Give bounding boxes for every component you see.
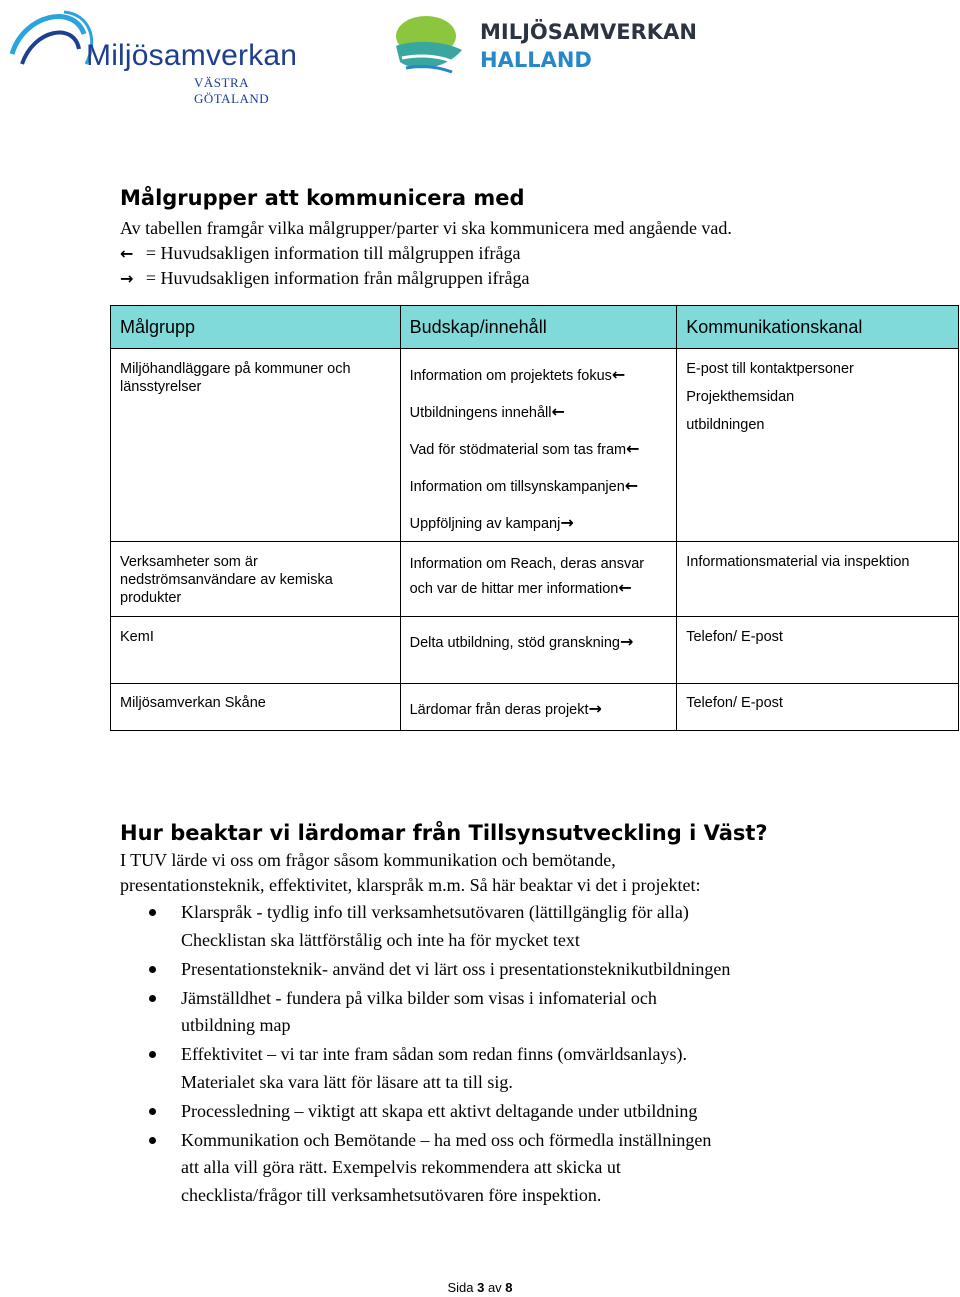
- channel-line: Informationsmaterial via inspektion: [686, 554, 910, 570]
- table-cell-target: [111, 617, 401, 684]
- table-cell-content: Delta utbildning, stöd granskning→: [400, 617, 677, 684]
- section-intro: Av tabellen framgår vilka målgrupper/parter vi ska kommunicera med angående vad.: [120, 218, 732, 238]
- table-cell-content: [400, 349, 677, 542]
- table-row: [111, 617, 959, 684]
- arrow-right-icon: →: [120, 269, 134, 288]
- arrow-left-icon: ←: [611, 365, 626, 384]
- legend-text: = Huvudsakligen information till målgruppen ifråga: [145, 243, 521, 263]
- bullet-icon: [149, 1051, 156, 1058]
- arrow-left-icon: ←: [626, 439, 640, 458]
- content-line: Information om projektets fokus←: [409, 365, 626, 384]
- table-cell-channel: [677, 542, 959, 617]
- bullet-icon: [149, 995, 156, 1002]
- list-item: Processledning – viktigt att skapa ett aktivt deltagande under utbildning: [120, 1098, 840, 1126]
- cell-text: KemI: [120, 629, 154, 645]
- cell-text: Miljöhandläggare på kommuner och länsstyrelser: [120, 361, 351, 395]
- legend-text: = Huvudsakligen information från målgruppen ifråga: [145, 268, 530, 288]
- channel-line: Telefon/ E-post: [686, 629, 783, 645]
- list-item: Effektivitet – vi tar inte fram sådan som redan finns (omvärldsanlays). Materialet ska vara lätt för läsare att ta till sig.: [120, 1041, 840, 1096]
- arrow-left-icon: ←: [624, 476, 639, 495]
- content-line: Vad för stödmaterial som tas fram←: [409, 439, 640, 458]
- logo-miljosamverkan-vastra-gotaland: [4, 4, 324, 106]
- list-item: Jämställdhet - fundera på vilka bilder som visas i infomaterial och utbildning map: [120, 985, 840, 1040]
- logo-region: HALLAND: [480, 48, 592, 72]
- lessons-list: [120, 899, 840, 1211]
- logo-region: VÄSTRA GÖTALAND: [194, 75, 270, 106]
- channel-line: Telefon/ E-post: [686, 695, 783, 711]
- content-line: Uppföljning av kampanj→: [409, 513, 574, 532]
- column-header: Budskap/innehåll: [400, 306, 677, 349]
- table-cell-channel: [677, 349, 959, 542]
- arrow-left-icon: ←: [618, 578, 632, 597]
- cell-text: Miljösamverkan Skåne: [120, 695, 266, 711]
- table-cell-channel: [677, 684, 959, 731]
- logo-miljosamverkan-halland: [392, 10, 702, 84]
- table-cell-target: [111, 349, 401, 542]
- bullet-icon: [149, 1137, 156, 1144]
- table-row: [111, 684, 959, 731]
- arrow-right-icon: →: [619, 632, 634, 651]
- legend-item-from: [120, 266, 529, 291]
- content-line: Information om tillsynskampanjen←: [409, 476, 639, 495]
- table-cell-target: [111, 542, 401, 617]
- bullet-icon: [149, 966, 156, 973]
- list-item: Presentationsteknik- använd det vi lärt oss i presentationsteknikutbildningen: [120, 956, 840, 984]
- logo-name: Miljösamverkan: [86, 39, 298, 72]
- arrow-left-icon: ←: [120, 244, 134, 263]
- table-row: [111, 542, 959, 617]
- arrow-right-icon: →: [560, 513, 574, 532]
- list-item: Klarspråk - tydlig info till verksamhetsutövaren (lättillgänglig för alla) Checklistan ska lättförstålig och inte ha för mycket text: [120, 899, 840, 954]
- legend-item-to: [120, 241, 520, 266]
- table-cell-content: Lärdomar från deras projekt→: [400, 684, 677, 731]
- column-header: Kommunikationskanal: [677, 306, 959, 349]
- target-group-table: [110, 305, 959, 731]
- bullet-icon: [149, 1108, 156, 1115]
- channel-line: E-post till kontaktpersoner: [686, 361, 854, 377]
- list-item: Kommunikation och Bemötande – ha med oss och förmedla inställningen att alla vill göra rätt. Exempelvis rekommendera att skicka ut checklista/frågor till verksamhetsutövaren före inspektion.: [120, 1127, 840, 1210]
- table-cell-content: Information om Reach, deras ansvar och var de hittar mer information←: [400, 542, 677, 617]
- section-intro-line: I TUV lärde vi oss om frågor såsom kommunikation och bemötande,: [120, 850, 616, 870]
- cell-text: Verksamheter som är nedströmsanvändare av kemiska produkter: [120, 554, 333, 606]
- arrow-right-icon: →: [588, 699, 602, 718]
- channel-line: Projekthemsidan: [686, 389, 795, 405]
- content-line: Utbildningens innehåll←: [409, 402, 565, 421]
- table-cell-channel: [677, 617, 959, 684]
- table-cell-target: [111, 684, 401, 731]
- table-header-row: [111, 306, 959, 349]
- table-row: [111, 349, 959, 542]
- bullet-icon: [149, 909, 156, 916]
- column-header: Målgrupp: [111, 306, 401, 349]
- arrow-left-icon: ←: [551, 402, 565, 421]
- section-heading-target-groups: Målgrupper att kommunicera med: [120, 186, 525, 210]
- section-heading-lessons: Hur beaktar vi lärdomar från Tillsynsutveckling i Väst?: [120, 821, 768, 845]
- logo-name: MILJÖSAMVERKAN: [480, 20, 697, 44]
- channel-line: utbildningen: [686, 417, 765, 433]
- page-number: Sida 3 av 8: [447, 1280, 513, 1295]
- section-intro-line: presentationsteknik, effektivitet, klarspråk m.m. Så här beaktar vi det i projektet:: [120, 875, 701, 895]
- leaf-logo-icon: [392, 10, 466, 82]
